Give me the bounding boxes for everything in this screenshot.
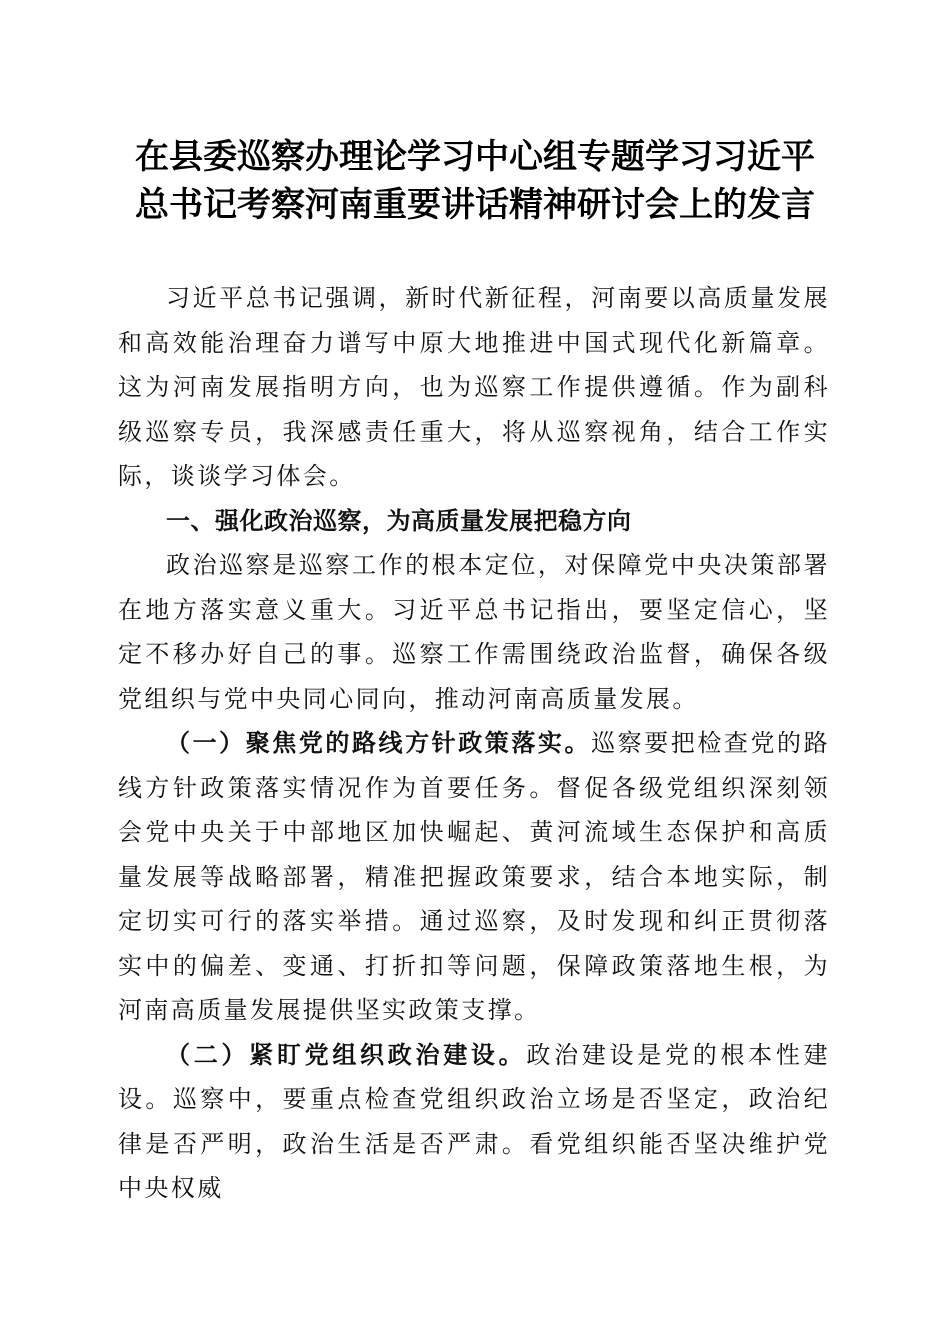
document-title [100,133,850,229]
title-line-2: 总书记考察河南重要讲话精神研讨会上的发言 [135,185,815,225]
section-heading-1: 一、强化政治巡察，为高质量发展把稳方向 [166,506,632,535]
title-line-1: 在县委巡察办理论学习中心组专题学习习近平 [135,137,815,177]
paragraph-intro: 习近平总书记强调，新时代新征程，河南要以高质量发展和高效能治理奋力谱写中原大地推进中国式现代化新篇章。这为河南发展指明方向，也为巡察工作提供遵循。作为副科级巡察专员，我深感责任重大，将从巡察视角，结合工作实际，谈谈学习体会。 [118,284,830,490]
subheading-2: （二）紧盯党组织政治建设。 [166,1039,527,1069]
subheading-1: （一）聚焦党的路线方针政策落实。 [166,728,592,757]
paragraph-construction-text: 政治建设是党的根本性建设。巡察中，要重点检查党组织政治立场是否坚定，政治纪律是否严明，政治生活是否严肃。看党组织能否坚决维护党中央权威 [118,1040,831,1202]
document-body [118,276,830,1211]
paragraph-policy-implementation [118,721,830,1033]
paragraph-political-construction [118,1033,830,1211]
paragraph-policy-text: 巡察要把检查党的路线方针政策落实情况作为首要任务。督促各级党组织深刻领会党中央关于中部地区加快崛起、黄河流域生态保护和高质量发展等战略部署，精准把握政策要求，结合本地实际，制定切实可行的落实举措。通过巡察，及时发现和纠正贯彻落实中的偏差、变通、打折扣等问题，保障政策落地生根，为河南高质量发展提供坚实政策支撑。 [118,729,830,1024]
paragraph-political-inspection: 政治巡察是巡察工作的根本定位，对保障党中央决策部署在地方落实意义重大。习近平总书记指出，要坚定信心，坚定不移办好自己的事。巡察工作需围绕政治监督，确保各级党组织与党中央同心同向，推动河南高质量发展。 [118,551,830,713]
